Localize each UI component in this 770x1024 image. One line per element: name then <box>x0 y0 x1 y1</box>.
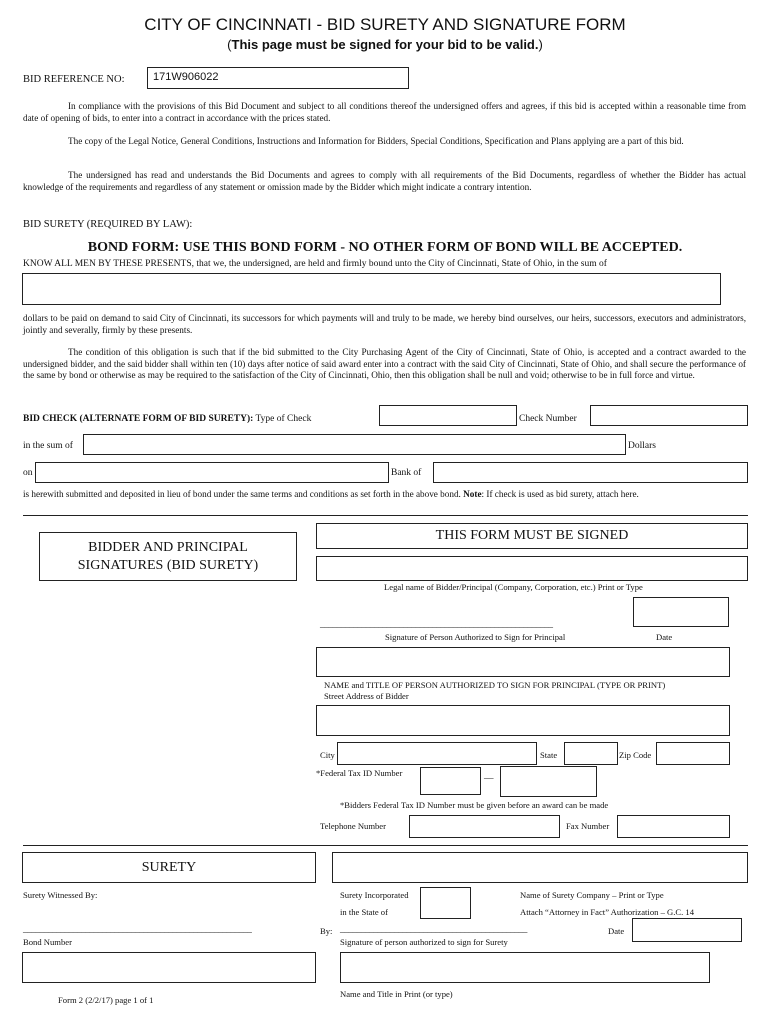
bond-number-label: Bond Number <box>23 937 72 947</box>
surety-name-title-label: Name and Title in Print (or type) <box>340 989 453 999</box>
bid-reference-value: 171W906022 <box>153 71 219 83</box>
name-title-field[interactable] <box>316 647 730 677</box>
bidder-title-line1: BIDDER AND PRINCIPAL <box>88 540 248 555</box>
subtitle-bold-text: This page must be signed for your bid to be valid. <box>231 37 539 52</box>
check-number-field[interactable] <box>590 405 748 426</box>
check-sum-label: in the sum of <box>23 441 73 451</box>
principal-date-field[interactable] <box>633 597 729 627</box>
bidder-title-line2: SIGNATURES (BID SURETY) <box>77 558 259 573</box>
bid-check-heading: BID CHECK (ALTERNATE FORM OF BID SURETY): <box>23 414 254 424</box>
surety-incorporated-label: Surety Incorporated <box>340 890 409 900</box>
surety-company-label: Name of Surety Company – Print or Type <box>520 890 664 900</box>
subtitle-open-paren: ( <box>227 37 232 52</box>
know-all-men-text: KNOW ALL MEN BY THESE PRESENTS, that we, the undersigned, are held and firmly bound unto the City of Cincinnati, State of Ohio, in the sum of <box>23 259 607 269</box>
page-subtitle <box>0 37 770 53</box>
surety-date-label: Date <box>608 926 625 936</box>
surety-name-title-field[interactable] <box>340 952 710 983</box>
check-type-label: Type of Check <box>255 414 312 424</box>
state-field[interactable] <box>564 742 618 765</box>
surety-by-label: By: <box>320 926 333 936</box>
must-sign-box <box>316 523 748 549</box>
legal-name-label: Legal name of Bidder/Principal (Company, Corporation, etc.) Print or Type <box>384 582 643 592</box>
surety-title-box <box>22 852 316 883</box>
check-note-prefix: is herewith submitted and deposited in lieu of bond under the same terms and conditions as set forth in the above bond. <box>23 489 461 499</box>
dollars-paragraph: dollars to be paid on demand to said City of Cincinnati, its successors for which payments will and truly to be made, we hereby bind ourselves, our heirs, successors, executors and administrators, jointly and severally, firmly by these presents. <box>23 313 746 335</box>
telephone-field[interactable] <box>409 815 560 838</box>
principal-signature-line[interactable]: ________________________________________________________ <box>320 620 553 630</box>
surety-in-state-label: in the State of <box>340 907 388 917</box>
city-label: City <box>320 750 335 760</box>
check-sum-field[interactable] <box>83 434 626 455</box>
federal-tax-dash: — <box>484 774 494 784</box>
federal-tax-note: *Bidders Federal Tax ID Number must be given before an award can be made <box>340 800 609 810</box>
legal-name-field[interactable] <box>316 556 748 581</box>
federal-tax-field-1[interactable] <box>420 767 481 795</box>
page-title: CITY OF CINCINNATI - BID SURETY AND SIGNATURE FORM <box>144 15 626 34</box>
bidder-title-box <box>39 532 297 581</box>
surety-attach-label: Attach “Attorney in Fact” Authorization – G.C. 14 <box>520 907 694 917</box>
check-date-field[interactable] <box>35 462 389 483</box>
bond-number-field[interactable] <box>22 952 316 983</box>
principal-date-label: Date <box>656 632 673 642</box>
check-type-field[interactable] <box>379 405 517 426</box>
surety-witness-line[interactable]: _______________________________________________________ <box>23 925 252 935</box>
check-on-label: on <box>23 468 33 478</box>
surety-incorporated-field[interactable] <box>420 887 471 919</box>
section-divider <box>23 515 748 516</box>
check-note-suffix: : If check is used as bid surety, attach here. <box>481 489 639 499</box>
paragraph-legal-notice: The copy of the Legal Notice, General Conditions, Instructions and Information for Bidders, Special Conditions, Specification and Plans applying are a part of this bid. <box>68 136 684 146</box>
street-address-field[interactable] <box>316 705 730 736</box>
fax-field[interactable] <box>617 815 730 838</box>
bond-form-heading: BOND FORM: USE THIS BOND FORM - NO OTHER FORM OF BOND WILL BE ACCEPTED. <box>87 240 683 255</box>
form-footer: Form 2 (2/2/17) page 1 of 1 <box>58 995 154 1005</box>
check-bank-field[interactable] <box>433 462 748 483</box>
state-label: State <box>540 750 558 760</box>
fax-label: Fax Number <box>566 821 610 831</box>
check-dollars-label: Dollars <box>628 441 656 451</box>
surety-date-field[interactable] <box>632 918 742 942</box>
must-sign-text: THIS FORM MUST BE SIGNED <box>435 528 629 543</box>
bond-sum-field[interactable] <box>22 273 721 305</box>
subtitle-close-paren: ) <box>538 37 543 52</box>
federal-tax-label: *Federal Tax ID Number <box>316 768 403 778</box>
paragraph-compliance: In compliance with the provisions of this Bid Document and subject to all conditions thereof the undersigned offers and agrees, if this bid is accepted within a reasonable time from date of opening of bids, to enter into a contract in accordance with the prices stated. <box>23 101 746 123</box>
zip-field[interactable] <box>656 742 730 765</box>
check-bank-label: Bank of <box>391 468 422 478</box>
bid-reference-field[interactable] <box>147 67 409 89</box>
paragraph-understands: The undersigned has read and understands the Bid Documents and agrees to comply with all requirements of the Bid Documents, regardless of whether the Bidder has actual knowledge of the requirements and regardless of any statement or omission made by the Bidder which might indicate a contrary intention. <box>23 170 746 192</box>
surety-name-field[interactable] <box>332 852 748 883</box>
check-note <box>23 489 746 501</box>
federal-tax-field-2[interactable] <box>500 766 597 797</box>
bid-reference-label: BID REFERENCE NO: <box>23 74 125 85</box>
principal-signature-label: Signature of Person Authorized to Sign for Principal <box>385 632 566 642</box>
bid-check-row <box>23 414 311 425</box>
check-number-label: Check Number <box>519 414 577 424</box>
surety-signature-label: Signature of person authorized to sign for Surety <box>340 937 508 947</box>
name-title-label: NAME and TITLE OF PERSON AUTHORIZED TO SIGN FOR PRINCIPAL (TYPE OR PRINT) <box>324 680 666 690</box>
surety-witnessed-label: Surety Witnessed By: <box>23 890 98 900</box>
surety-divider <box>23 845 748 846</box>
street-address-label: Street Address of Bidder <box>324 691 409 701</box>
bid-surety-label: BID SURETY (REQUIRED BY LAW): <box>23 219 193 230</box>
check-note-label: Note <box>463 489 482 499</box>
condition-paragraph: The condition of this obligation is such that if the bid submitted to the City Purchasing Agent of the City of Cincinnati, State of Ohio, is accepted and a contract awarded to the undersigned bidder, and the said bidder shall within ten (10) days after notice of said award enter into a contract with the said City of Cincinnati, State of Ohio, and shall secure the performance of the same by bond or otherwise as may be required to the satisfaction of the City of Cincinnati, Ohio, then this obligation shall be null and void; otherwise to be in full force and virtue. <box>23 347 746 380</box>
telephone-label: Telephone Number <box>320 821 386 831</box>
surety-signature-line[interactable]: _____________________________________________ <box>340 925 527 935</box>
city-field[interactable] <box>337 742 537 765</box>
zip-label: Zip Code <box>619 750 652 760</box>
surety-title: SURETY <box>141 860 197 875</box>
